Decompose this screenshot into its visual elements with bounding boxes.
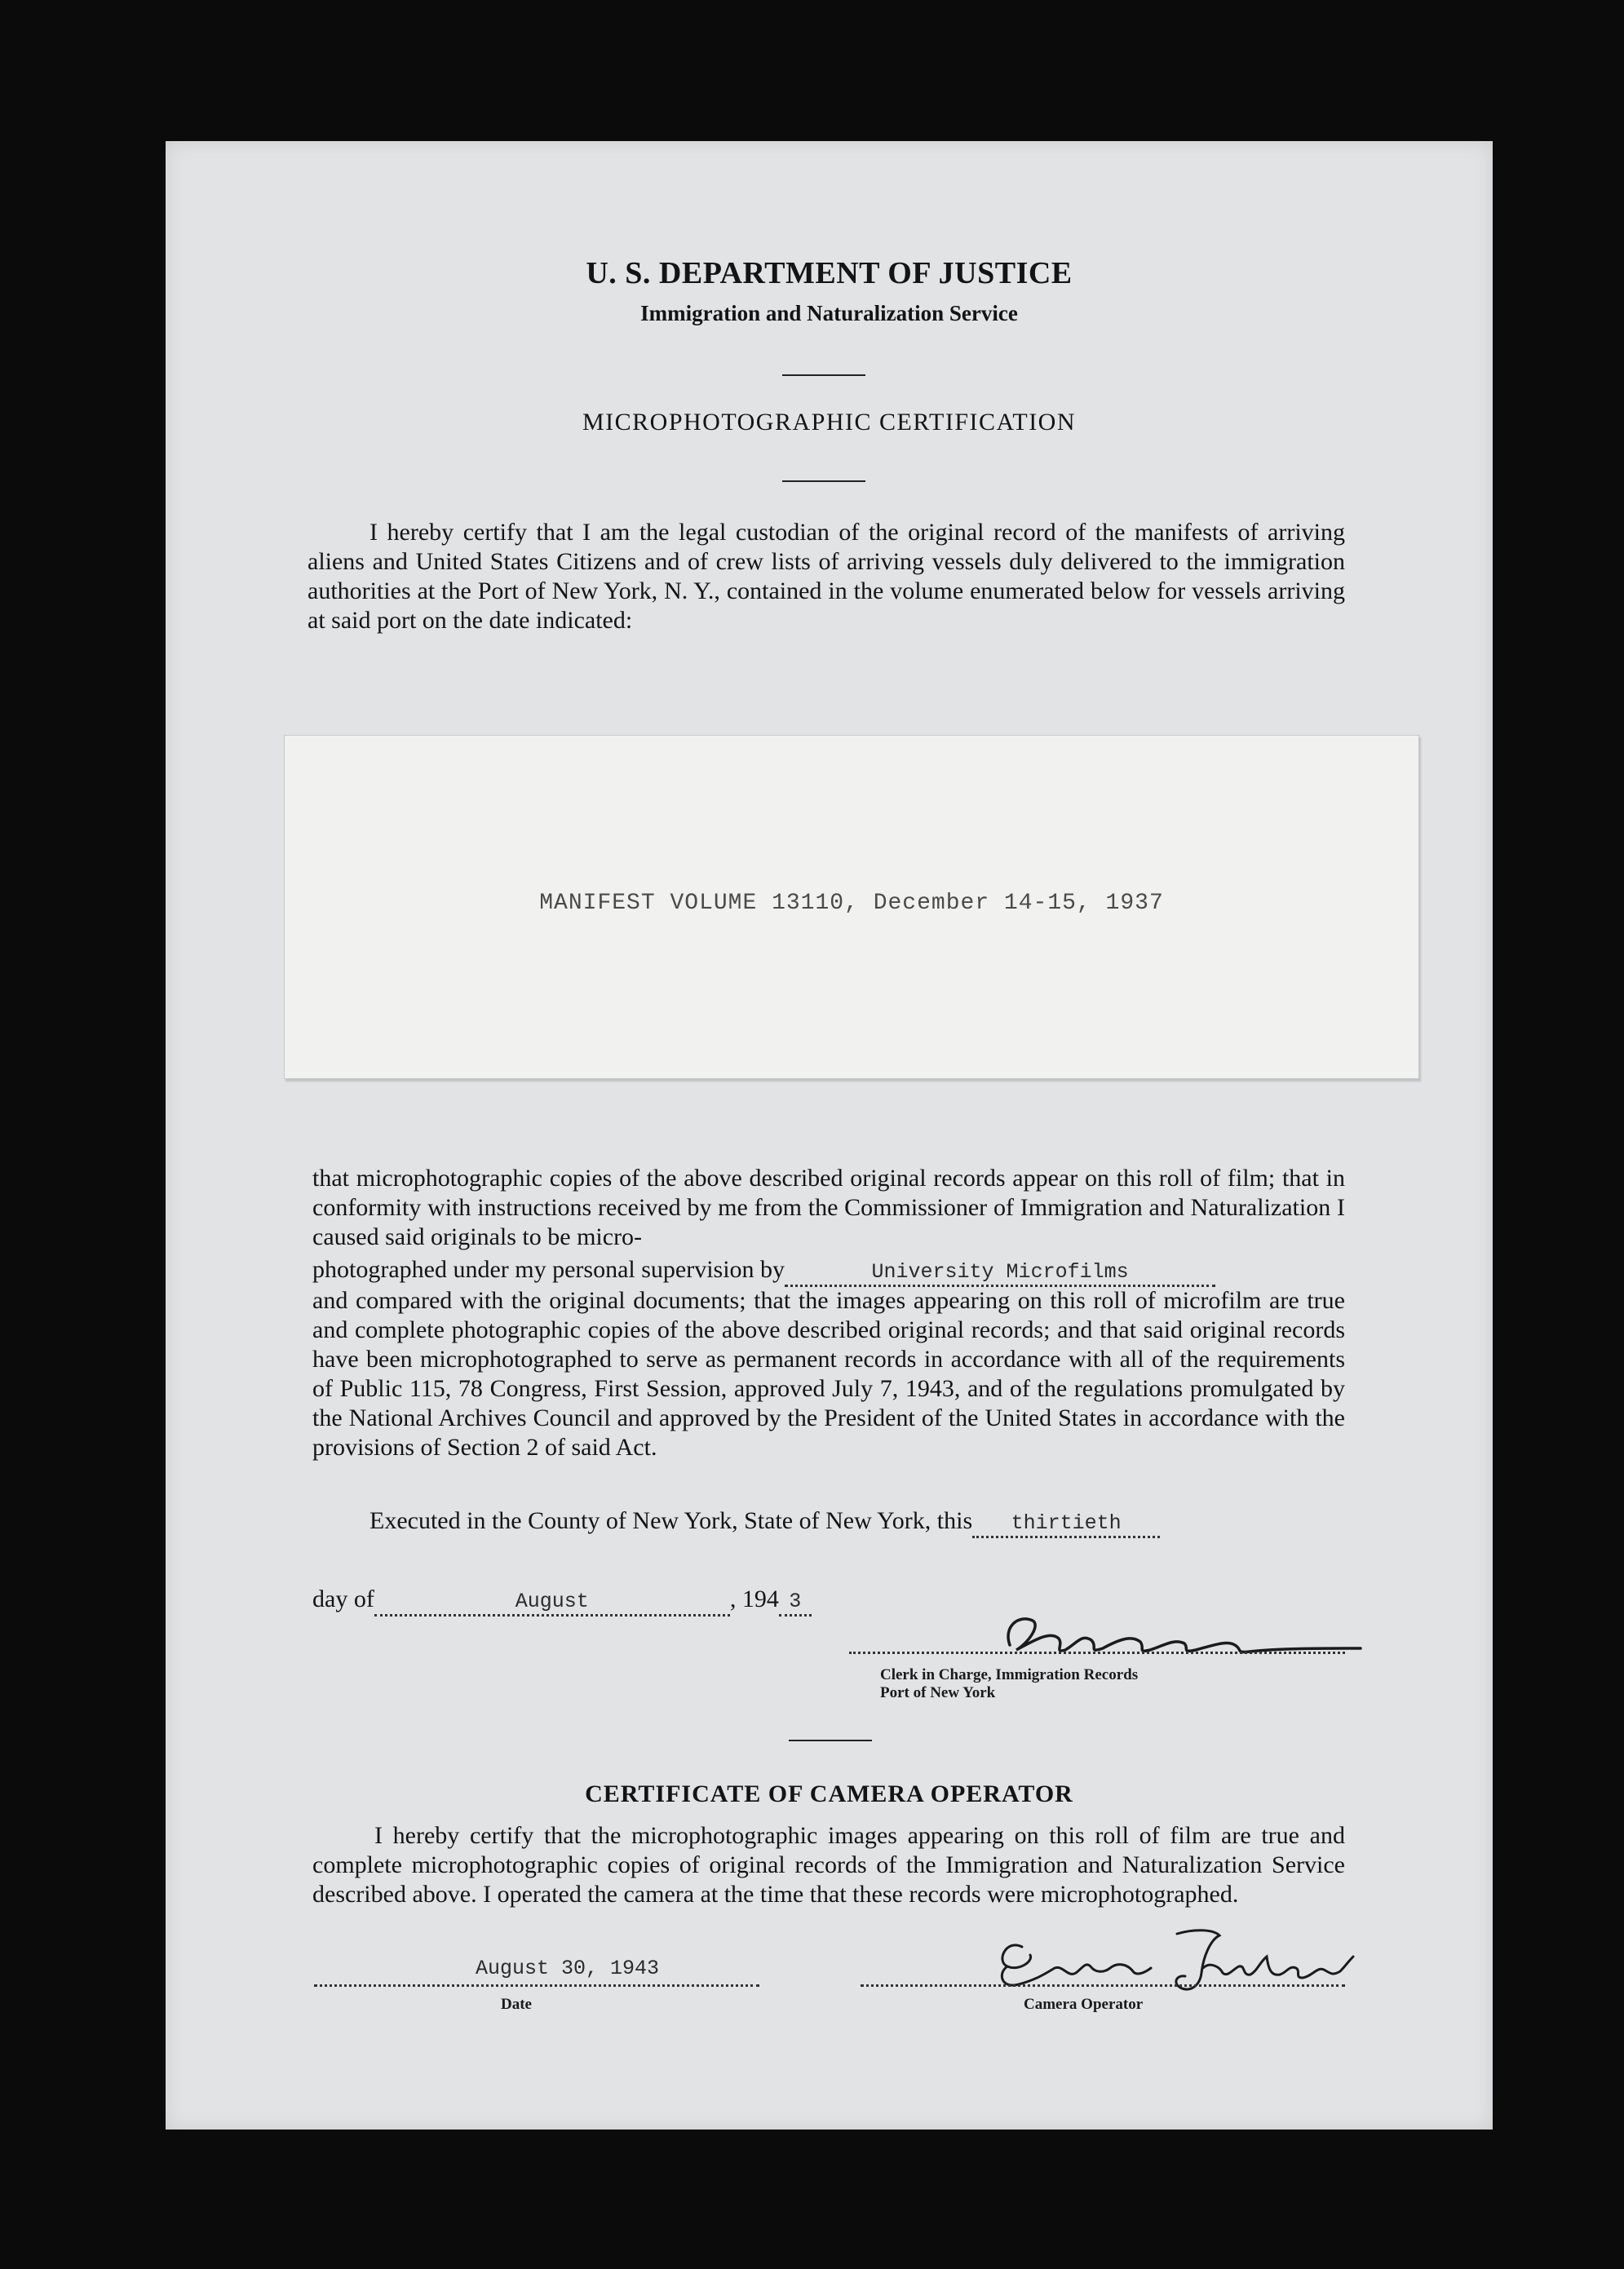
photographed-by-line [312,1255,1215,1287]
divider-rule-middle [782,480,865,482]
day-value: thirtieth [1011,1511,1122,1535]
service-subtitle: Immigration and Naturalization Service [640,301,1018,325]
day-field [972,1509,1160,1538]
date-value: August 30, 1943 [476,1957,660,1980]
department-title: U. S. DEPARTMENT OF JUSTICE [586,256,1073,290]
photographed-by-prefix: photographed under my personal supervision by [312,1256,785,1283]
year-field [779,1587,812,1617]
date-line [314,1984,759,1987]
date-caption: Date [501,1996,532,2013]
photographer-field [785,1258,1215,1287]
month-field [374,1587,730,1617]
intro-paragraph: I hereby certify that I am the legal custodian of the original record of the manifests of arriving aliens and United States Citizens and of crew lists of arriving vessels duly delivered to the immigration authorities at the Port of New York, N. Y., contained in the volume enumerated below for vessels arriving at said port on the date indicated: [308,519,1345,634]
certification-page [166,141,1493,2130]
record-card [284,735,1419,1079]
camera-operator-paragraph: I hereby certify that the microphotographic images appearing on this roll of film are true and complete microphotographic copies of original records of the Immigration and Naturalization Service described above. I operated the camera at the time that these records were microphotographed. [312,1822,1345,1908]
executed-line [369,1506,1160,1538]
camera-operator-line [861,1984,1345,1987]
camera-operator-title: CERTIFICATE OF CAMERA OPERATOR [585,1780,1073,1807]
body-paragraph-rest: and compared with the original documents; that the images appearing on this roll of microfilm are true and complete photographic copies of the above described original records; and that said original records have been microphotographed to serve as permanent records in accordance with all of the requirements of Public 115, 78 Congress, First Session, approved July 7, 1943, and of the regulations promulgated by the National Archives Council and approved by the President of the United States in accordance with the provisions of Section 2 of said Act. [312,1287,1345,1461]
year-digit-value: 3 [789,1590,802,1613]
camera-operator-caption: Camera Operator [1024,1996,1144,2013]
photographer-value: University Microfilms [871,1260,1129,1284]
divider-rule-bottom [789,1740,872,1741]
month-value: August [515,1590,589,1613]
clerk-caption-port: Port of New York [880,1684,996,1701]
year-prefix: , 194 [729,1586,779,1612]
day-of-label: day of [312,1586,374,1612]
clerk-signature-line [849,1652,1345,1654]
manifest-volume-label: MANIFEST VOLUME 13110, December 14-15, 1937 [539,891,1164,916]
day-of-line [312,1585,812,1617]
divider-rule-top [782,374,865,376]
clerk-caption [880,1666,1138,1702]
camera-operator-signature [900,1919,1356,2001]
certification-heading: MICROPHOTOGRAPHIC CERTIFICATION [582,409,1077,436]
body-paragraph-start: that microphotographic copies of the above described original records appear on this roll of film; that in conformity with instructions received by me from the Commissioner of Immigration and Naturalization I caused said originals to be micro- [312,1165,1345,1250]
executed-prefix: Executed in the County of New York, State of New York, this [369,1507,973,1534]
clerk-caption-title: Clerk in Charge, Immigration Records [880,1666,1139,1683]
